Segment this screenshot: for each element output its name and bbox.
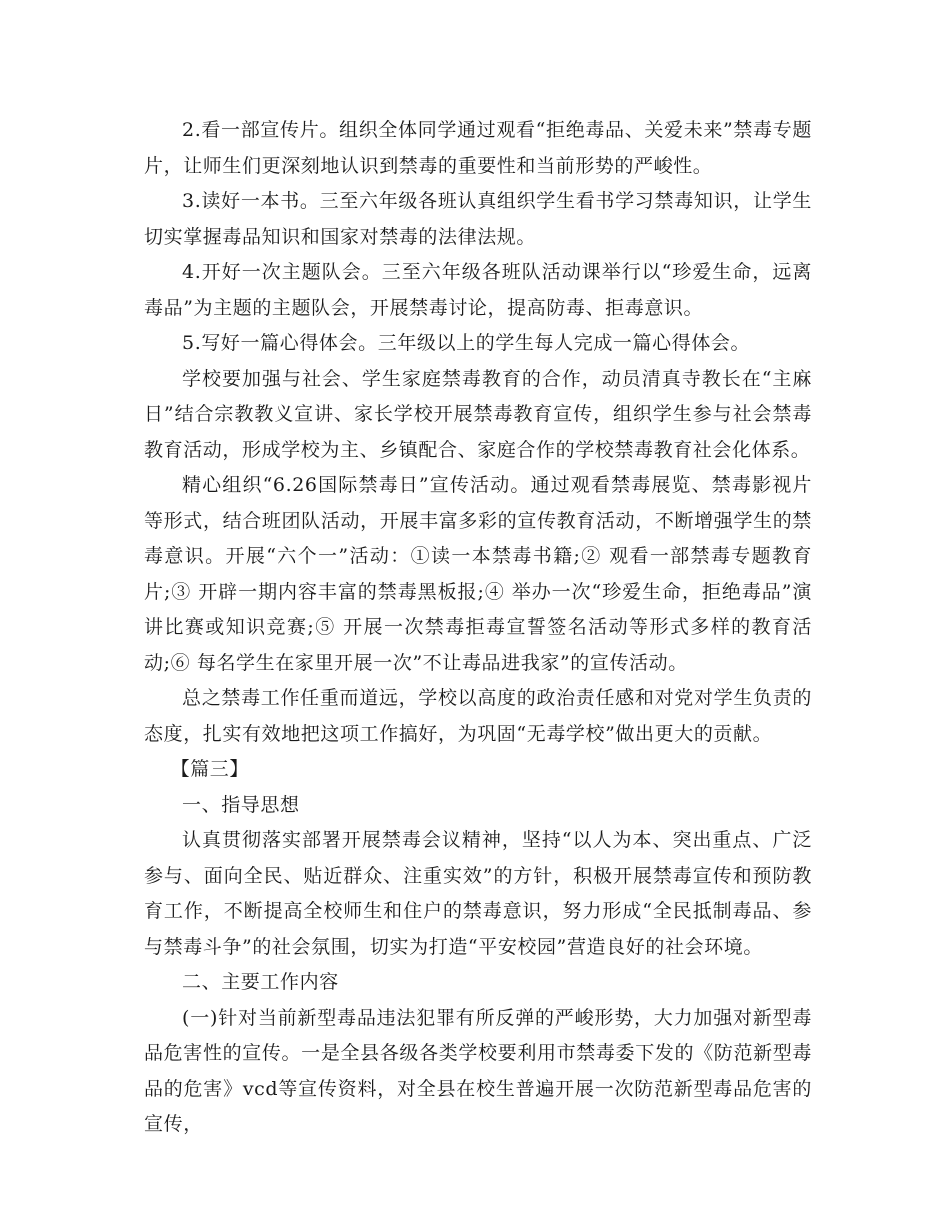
heading-main-work: 二、主要工作内容 — [182, 971, 339, 993]
paragraph-conclusion: 总之禁毒工作任重而道远，学校以高度的政治责任感和对党对学生负责的态度，扎实有效地把这项工作搞好，为巩固“无毒学校”做出更大的贡献。 — [144, 687, 812, 745]
paragraph-cooperation: 学校要加强与社会、学生家庭禁毒教育的合作，动员清真寺教长在“主麻日”结合宗教教义宣讲、家长学校开展禁毒教育宣传，组织学生参与社会禁毒教育活动，形成学校为主、乡镇配合、家庭合作的学校禁毒教育社会化体系。 — [144, 367, 812, 461]
section-title: 【篇三】 — [170, 758, 249, 780]
paragraph-theme-meeting: 4.开好一次主题队会。三至六年级各班队活动课举行以“珍爱生命，远离毒品”为主题的主题队会，开展禁毒讨论，提高防毒、拒毒意识。 — [144, 261, 812, 319]
paragraph-main-work: (一)针对当前新型毒品违法犯罪有所反弹的严峻形势，大力加强对新型毒品危害性的宣传。一是全县各级各类学校要利用市禁毒委下发的《防范新型毒品的危害》vcd等宣传资料，对全县在校生普遍开展一次防范新型毒品危害的宣传， — [144, 1006, 812, 1135]
paragraph-reflection: 5.写好一篇心得体会。三年级以上的学生每人完成一篇心得体会。 — [182, 332, 751, 354]
paragraph-propaganda-film: 2.看一部宣传片。组织全体同学通过观看“拒绝毒品、关爱未来”禁毒专题片，让师生们更深刻地认识到禁毒的重要性和当前形势的严峻性。 — [144, 119, 812, 177]
paragraph-guiding-ideology: 认真贯彻落实部署开展禁毒会议精神，坚持“以人为本、突出重点、广泛参与、面向全民、贴近群众、注重实效”的方针，积极开展禁毒宣传和预防教育工作，不断提高全校师生和住户的禁毒意识，努力形成“全民抵制毒品、参与禁毒斗争”的社会氛围，切实为打造“平安校园”营造良好的社会环境。 — [144, 829, 812, 958]
heading-guiding-ideology: 一、指导思想 — [182, 793, 300, 816]
document-body — [144, 113, 812, 1143]
paragraph-drug-day: 精心组织“6.26国际禁毒日”宣传活动。通过观看禁毒展览、禁毒影视片等形式，结合班团队活动，开展丰富多彩的宣传教育活动，不断增强学生的禁毒意识。开展“六个一”活动：①读一本禁毒书籍;② 观看一部禁毒专题教育片;③ 开辟一期内容丰富的禁毒黑板报;④ 举办一次“珍爱生命，拒绝毒品”演讲比赛或知识竞赛;⑤ 开展一次禁毒拒毒宣誓签名活动等形式多样的教育活动;⑥ 每名学生在家里开展一次”不让毒品进我家”的宣传活动。 — [144, 474, 812, 674]
paragraph-read-book: 3.读好一本书。三至六年级各班认真组织学生看书学习禁毒知识，让学生切实掌握毒品知识和国家对禁毒的法律法规。 — [144, 190, 812, 248]
